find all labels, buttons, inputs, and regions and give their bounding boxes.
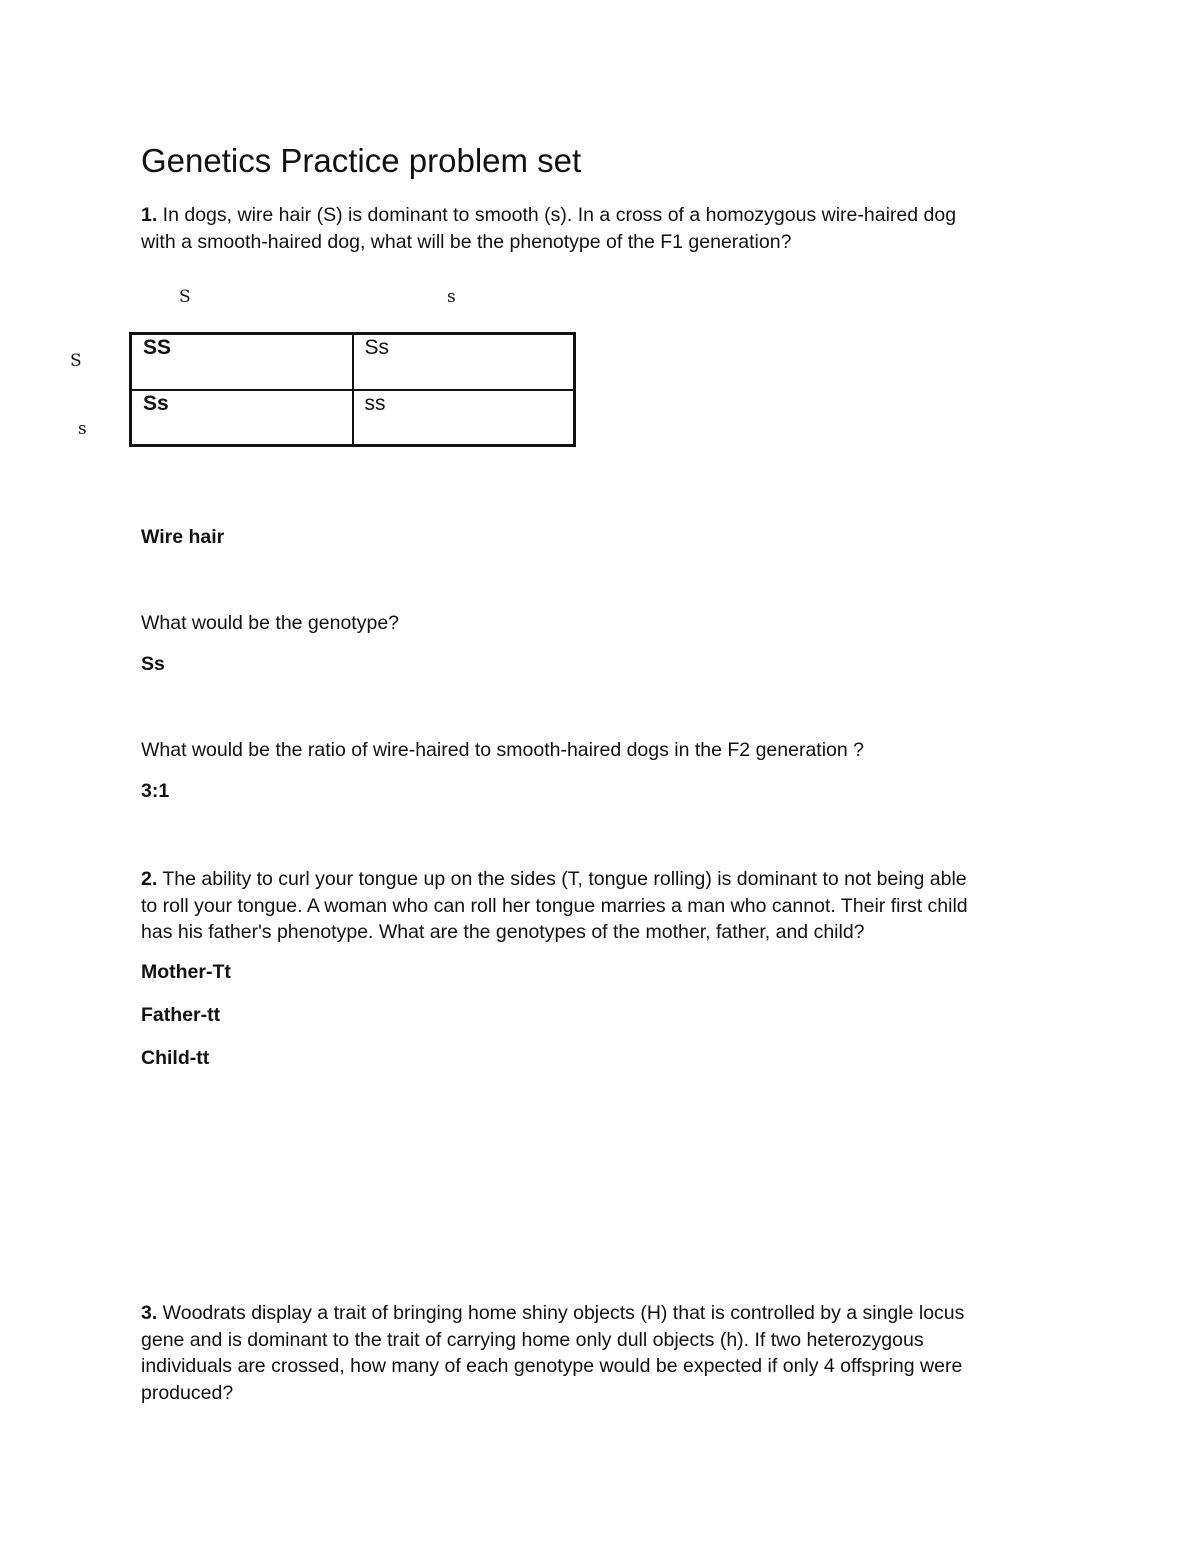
question-3-line-2: gene and is dominant to the trait of carrying home only dull objects (h). If two heterozygous [141, 1328, 924, 1351]
answer-phenotype: Wire hair [141, 526, 225, 548]
punnett-cell: Ss [353, 334, 575, 390]
question-2-line-2: to roll your tongue. A woman who can roll her tongue marries a man who cannot. Their first child [141, 894, 968, 917]
question-2-number: 2. [141, 868, 158, 890]
punnett-row [131, 390, 575, 446]
punnett-cell: SS [131, 334, 353, 390]
allele-left-bottom: s [78, 419, 87, 439]
question-1-line-1: 1. In dogs, wire hair (S) is dominant to smooth (s). In a cross of a homozygous wire-haired dog [141, 204, 957, 226]
question-1-number: 1. [141, 204, 158, 226]
question-3-line-4: produced? [141, 1381, 234, 1404]
answer-mother: Mother-Tt [141, 961, 231, 983]
question-ratio: What would be the ratio of wire-haired to smooth-haired dogs in the F2 generation ? [141, 739, 864, 761]
answer-ratio: 3:1 [141, 780, 170, 802]
question-3 [141, 1300, 964, 1406]
answer-child: Child-tt [141, 1047, 210, 1069]
punnett-square [129, 332, 576, 447]
punnett-cell: ss [353, 390, 575, 446]
question-genotype: What would be the genotype? [141, 612, 400, 634]
question-2 [141, 866, 968, 946]
question-2-line-3: has his father's phenotype. What are the genotypes of the mother, father, and child? [141, 921, 865, 943]
page-title: Genetics Practice problem set [141, 142, 582, 179]
question-1-line-2: with a smooth-haired dog, what will be the phenotype of the F1 generation? [141, 230, 792, 253]
allele-top-left: S [179, 287, 191, 307]
answer-father: Father-tt [141, 1004, 221, 1026]
answer-genotype: Ss [141, 653, 165, 675]
question-3-number: 3. [141, 1302, 158, 1324]
punnett-cell: Ss [131, 390, 353, 446]
punnett-row [131, 334, 575, 390]
question-3-line-1: 3. Woodrats display a trait of bringing home shiny objects (H) that is controlled by a single locus [141, 1302, 965, 1324]
question-2-line-1: 2. The ability to curl your tongue up on the sides (T, tongue rolling) is dominant to not being able [141, 868, 967, 890]
allele-top-right: s [447, 287, 456, 307]
question-3-line-3: individuals are crossed, how many of each genotype would be expected if only 4 offspring were [141, 1355, 963, 1377]
question-1 [141, 202, 956, 255]
allele-left-top: S [70, 351, 82, 371]
